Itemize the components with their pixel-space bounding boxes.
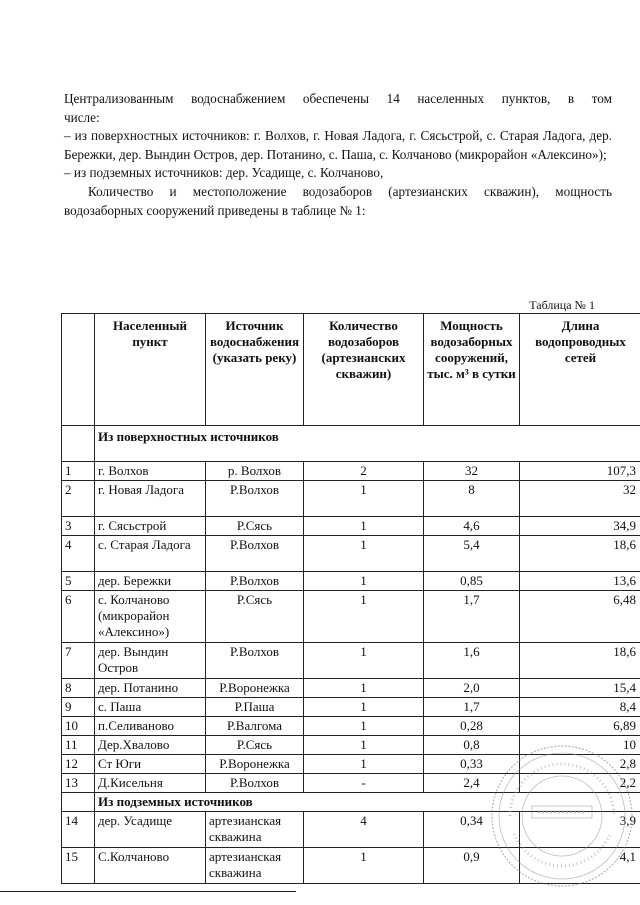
cell-num: 14 bbox=[62, 812, 95, 848]
cell-source: Р.Волхов bbox=[206, 481, 304, 517]
header-num bbox=[62, 314, 95, 426]
cell-source: Р.Паша bbox=[206, 698, 304, 717]
table-row bbox=[62, 736, 640, 755]
section-row-ground bbox=[62, 793, 640, 812]
header-count: Количество водозаборов (артезианских скважин) bbox=[304, 314, 424, 426]
header-length: Длина водопроводных сетей bbox=[520, 314, 640, 426]
cell-capacity: 0,8 bbox=[424, 736, 520, 755]
table-row bbox=[62, 462, 640, 481]
header-place: Населенный пункт bbox=[95, 314, 206, 426]
cell-count: 1 bbox=[304, 572, 424, 591]
cell-count: 1 bbox=[304, 717, 424, 736]
cell-count: - bbox=[304, 774, 424, 793]
cell-length: 2,2 bbox=[520, 774, 640, 793]
table-row bbox=[62, 679, 640, 698]
table-row bbox=[62, 755, 640, 774]
cell-source: Р.Воронежка bbox=[206, 755, 304, 774]
table-row bbox=[62, 517, 640, 536]
cell-place: Дер.Хвалово bbox=[95, 736, 206, 755]
table-reference: Количество и местоположение водозаборов (артезианских скважин), мощность водозаборных сооружений приведены в таблице № 1: bbox=[64, 183, 612, 218]
cell-capacity: 0,9 bbox=[424, 848, 520, 884]
cell-count: 4 bbox=[304, 812, 424, 848]
section-surface-label: Из поверхностных источников bbox=[95, 426, 640, 462]
cell-place: с. Паша bbox=[95, 698, 206, 717]
table-row bbox=[62, 774, 640, 793]
cell-num: 9 bbox=[62, 698, 95, 717]
cell-length: 15,4 bbox=[520, 679, 640, 698]
cell-length: 3,9 bbox=[520, 812, 640, 848]
cell-count: 1 bbox=[304, 698, 424, 717]
intro-line-2: числе: bbox=[64, 109, 100, 125]
cell-length: 18,6 bbox=[520, 536, 640, 572]
footnote-rule bbox=[0, 891, 296, 892]
cell-capacity: 0,34 bbox=[424, 812, 520, 848]
table-row bbox=[62, 698, 640, 717]
intro-text bbox=[64, 90, 612, 220]
cell-num: 3 bbox=[62, 517, 95, 536]
cell-count: 1 bbox=[304, 848, 424, 884]
cell-place: С.Колчаново bbox=[95, 848, 206, 884]
water-intake-table bbox=[61, 313, 640, 884]
cell-num: 5 bbox=[62, 572, 95, 591]
intro-line-1: Централизованным водоснабжением обеспечены 14 населенных пунктов, в том bbox=[64, 91, 612, 106]
cell-num: 10 bbox=[62, 717, 95, 736]
cell-length: 13,6 bbox=[520, 572, 640, 591]
cell-capacity: 1,7 bbox=[424, 698, 520, 717]
surface-sources-list: – из поверхностных источников: г. Волхов, г. Новая Ладога, г. Сясьстрой, с. Старая Ладога, дер. Бережки, дер. Вындин Остров, дер. Потанино, с. Паша, с. Колчаново (микрорайон «Алексино»); bbox=[64, 128, 612, 162]
cell-num: 2 bbox=[62, 481, 95, 517]
cell-source: Р.Волхов bbox=[206, 774, 304, 793]
table-row bbox=[62, 717, 640, 736]
cell-count: 1 bbox=[304, 481, 424, 517]
cell-length: 18,6 bbox=[520, 643, 640, 679]
ground-sources-list: – из подземных источников: дер. Усадище, с. Колчаново, bbox=[64, 165, 384, 181]
cell-place: Ст Юги bbox=[95, 755, 206, 774]
cell-capacity: 2,4 bbox=[424, 774, 520, 793]
cell-capacity: 1,6 bbox=[424, 643, 520, 679]
table-row bbox=[62, 572, 640, 591]
cell-count: 1 bbox=[304, 736, 424, 755]
cell-source: Р.Воронежка bbox=[206, 679, 304, 698]
cell-count: 1 bbox=[304, 643, 424, 679]
cell-capacity: 0,33 bbox=[424, 755, 520, 774]
cell-source: Р.Волхов bbox=[206, 572, 304, 591]
cell-num: 12 bbox=[62, 755, 95, 774]
cell-source: артезианская скважина bbox=[206, 848, 304, 884]
cell-num: 11 bbox=[62, 736, 95, 755]
cell-place: г. Сясьстрой bbox=[95, 517, 206, 536]
cell-source: Р.Валгома bbox=[206, 717, 304, 736]
cell-capacity: 32 bbox=[424, 462, 520, 481]
cell-capacity: 8 bbox=[424, 481, 520, 517]
cell-length: 6,48 bbox=[520, 591, 640, 643]
cell-length: 34,9 bbox=[520, 517, 640, 536]
cell-length: 4,1 bbox=[520, 848, 640, 884]
cell-num: 15 bbox=[62, 848, 95, 884]
table-row bbox=[62, 812, 640, 848]
cell-capacity: 2,0 bbox=[424, 679, 520, 698]
cell-place: дер. Бережки bbox=[95, 572, 206, 591]
section-row-surface bbox=[62, 426, 640, 462]
cell-source: артезианская скважина bbox=[206, 812, 304, 848]
section-ground-label: Из подземных источников bbox=[95, 793, 640, 812]
cell-place: дер. Потанино bbox=[95, 679, 206, 698]
cell-source: Р.Сясь bbox=[206, 517, 304, 536]
cell-source: Р.Сясь bbox=[206, 736, 304, 755]
cell-capacity: 0,28 bbox=[424, 717, 520, 736]
cell-source: Р.Сясь bbox=[206, 591, 304, 643]
cell-num: 1 bbox=[62, 462, 95, 481]
table-row bbox=[62, 848, 640, 884]
table-header-row bbox=[62, 314, 640, 426]
header-source: Источник водоснабжения (указать реку) bbox=[206, 314, 304, 426]
cell-count: 1 bbox=[304, 517, 424, 536]
table-row bbox=[62, 591, 640, 643]
cell-place: дер. Вындин Остров bbox=[95, 643, 206, 679]
cell-num: 7 bbox=[62, 643, 95, 679]
cell-length: 32 bbox=[520, 481, 640, 517]
cell-place: г. Волхов bbox=[95, 462, 206, 481]
cell-num: 8 bbox=[62, 679, 95, 698]
table-row bbox=[62, 643, 640, 679]
header-capacity: Мощность водозаборных сооружений, тыс. м³ в сутки bbox=[424, 314, 520, 426]
cell-num: 4 bbox=[62, 536, 95, 572]
cell-count: 1 bbox=[304, 536, 424, 572]
cell-place: п.Селиваново bbox=[95, 717, 206, 736]
cell-place: Д.Кисельня bbox=[95, 774, 206, 793]
cell-place: г. Новая Ладога bbox=[95, 481, 206, 517]
table-row bbox=[62, 536, 640, 572]
cell-count: 1 bbox=[304, 591, 424, 643]
cell-length: 107,3 bbox=[520, 462, 640, 481]
table-row bbox=[62, 481, 640, 517]
cell-source: р. Волхов bbox=[206, 462, 304, 481]
cell-place: дер. Усадище bbox=[95, 812, 206, 848]
cell-length: 2,8 bbox=[520, 755, 640, 774]
cell-source: Р.Волхов bbox=[206, 536, 304, 572]
cell-num: 6 bbox=[62, 591, 95, 643]
cell-source: Р.Волхов bbox=[206, 643, 304, 679]
cell-count: 1 bbox=[304, 679, 424, 698]
cell-count: 2 bbox=[304, 462, 424, 481]
cell-count: 1 bbox=[304, 755, 424, 774]
cell-length: 6,89 bbox=[520, 717, 640, 736]
cell-capacity: 1,7 bbox=[424, 591, 520, 643]
table-caption: Таблица № 1 bbox=[529, 298, 595, 312]
cell-place: с. Колчаново (микрорайон «Алексино») bbox=[95, 591, 206, 643]
cell-length: 10 bbox=[520, 736, 640, 755]
cell-capacity: 4,6 bbox=[424, 517, 520, 536]
cell-length: 8,4 bbox=[520, 698, 640, 717]
cell-num: 13 bbox=[62, 774, 95, 793]
cell-place: с. Старая Ладога bbox=[95, 536, 206, 572]
cell-capacity: 5,4 bbox=[424, 536, 520, 572]
cell-capacity: 0,85 bbox=[424, 572, 520, 591]
